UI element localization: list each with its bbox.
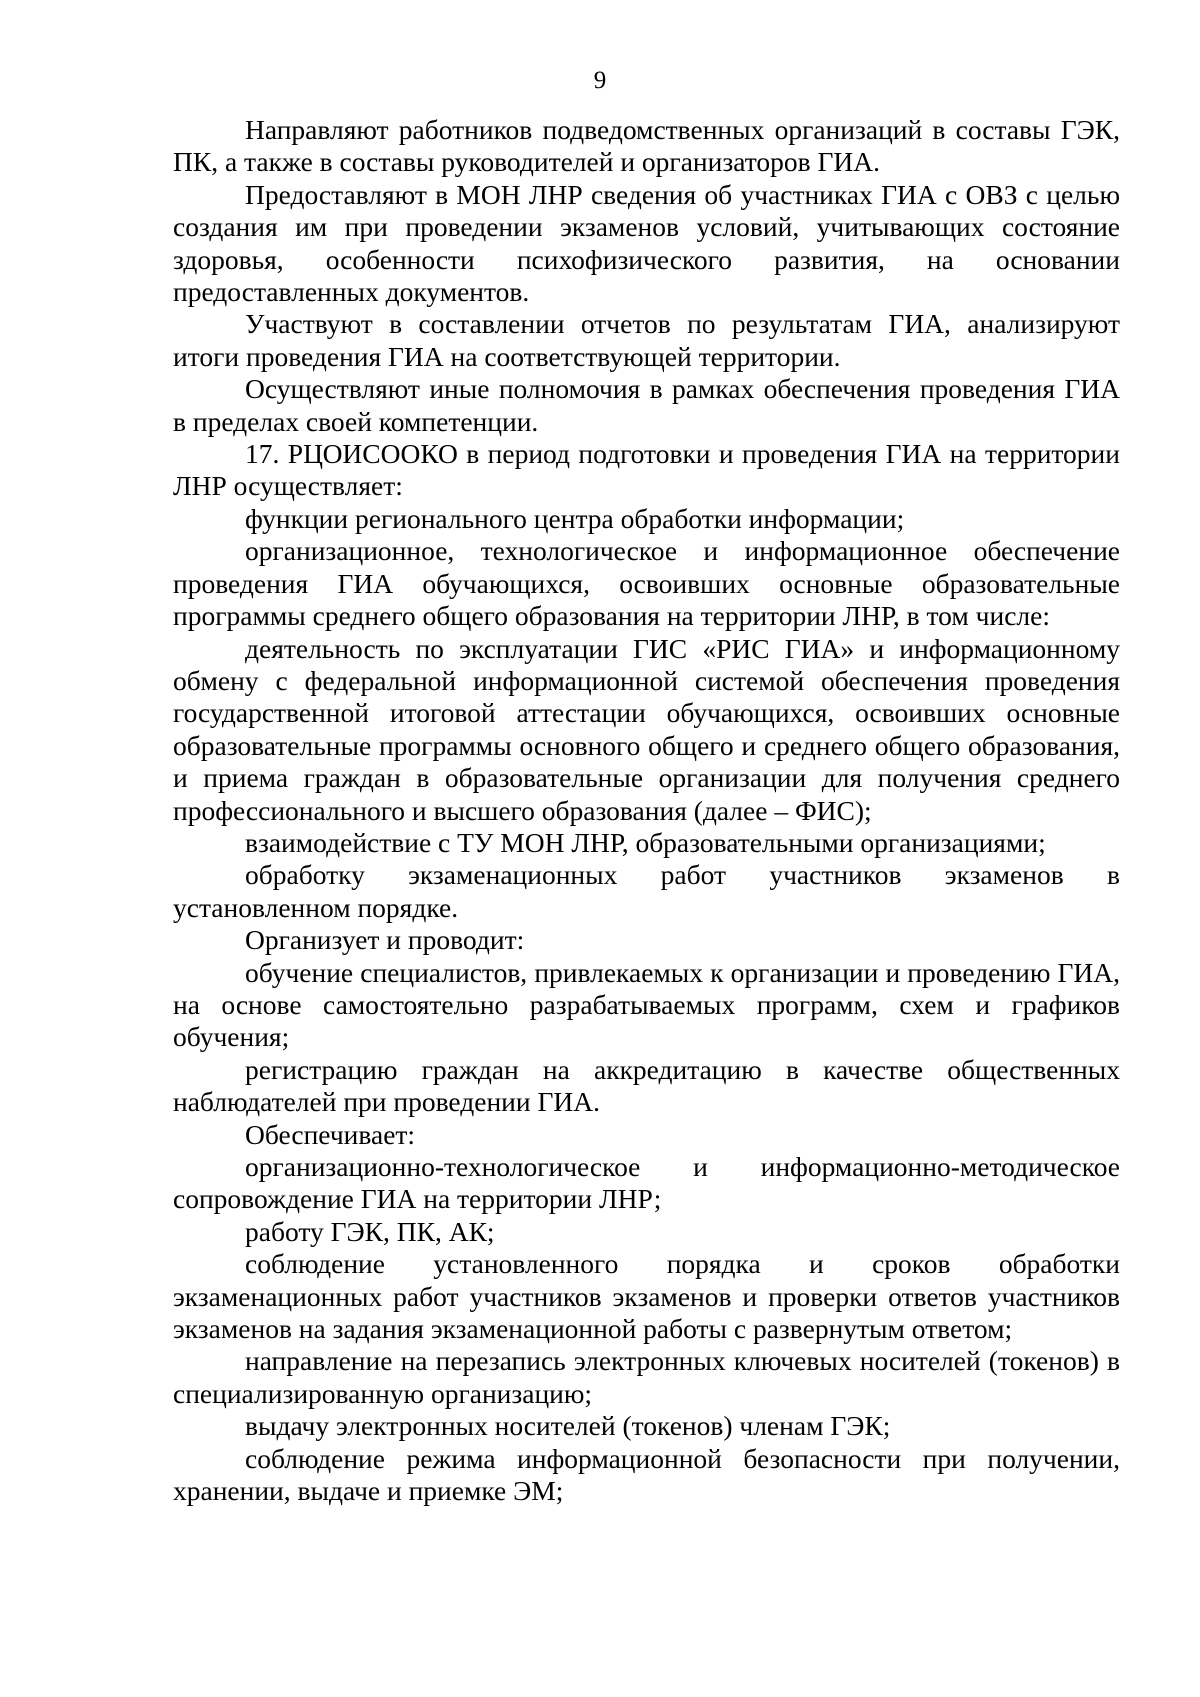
paragraph: деятельность по эксплуатации ГИС «РИС ГИА» и информационному обмену с федеральной информационной системой обеспечения проведения государственной итоговой аттестации обучающихся, освоивших основные образовательные программы основного общего и среднего общего образования, и приема граждан в образовательные организации для получения среднего профессионального и высшего образования (далее – ФИС); <box>173 632 1120 826</box>
paragraph: обработку экзаменационных работ участников экзаменов в установленном порядке. <box>173 859 1120 923</box>
paragraph: Организует и проводит: <box>245 924 525 956</box>
paragraph: Осуществляют иные полномочия в рамках обеспечения проведения ГИА в пределах своей компетенции. <box>173 373 1120 437</box>
page-number: 9 <box>593 67 607 94</box>
paragraph: Обеспечивает: <box>245 1118 416 1150</box>
section-17-paragraph: 17. РЦОИСООКО в период подготовки и проведения ГИА на территории ЛНР осуществляет: <box>173 438 1120 502</box>
paragraph: Участвуют в составлении отчетов по результатам ГИА, анализируют итоги проведения ГИА на соответствующей территории. <box>173 308 1120 372</box>
paragraph: регистрацию граждан на аккредитацию в качестве общественных наблюдателей при проведении ГИА. <box>173 1053 1120 1118</box>
paragraph: организационно-технологическое и информационно-методическое сопровождение ГИА на территории ЛНР; <box>173 1151 1120 1215</box>
document-body <box>173 114 1120 1507</box>
paragraph: работу ГЭК, ПК, АК; <box>245 1215 495 1247</box>
paragraph: соблюдение режима информационной безопасности при получении, хранении, выдаче и приемке ЭМ; <box>173 1442 1120 1507</box>
paragraph: Направляют работников подведомственных организаций в составы ГЭК, ПК, а также в составы руководителей и организаторов ГИА. <box>173 114 1120 178</box>
paragraph: обучение специалистов, привлекаемых к организации и проведению ГИА, на основе самостоятельно разрабатываемых программ, схем и графиков обучения; <box>173 956 1120 1053</box>
paragraph: Предоставляют в МОН ЛНР сведения об участниках ГИА с ОВЗ с целью создания им при проведении экзаменов условий, учитывающих состояние здоровья, особенности психофизического развития, на основании предоставленных документов. <box>173 178 1120 308</box>
paragraph: организационное, технологическое и информационное обеспечение проведения ГИА обучающихся, освоивших основные образовательные программы среднего общего образования на территории ЛНР, в том числе: <box>173 535 1120 632</box>
paragraph: взаимодействие с ТУ МОН ЛНР, образовательными организациями; <box>245 826 1046 858</box>
paragraph: соблюдение установленного порядка и сроков обработки экзаменационных работ участников экзаменов и проверки ответов участников экзаменов на задания экзаменационной работы с развернутым ответом; <box>173 1248 1120 1345</box>
paragraph: направление на перезапись электронных ключевых носителей (токенов) в специализированную организацию; <box>173 1345 1120 1409</box>
paragraph: функции регионального центра обработки информации; <box>245 502 905 534</box>
paragraph: выдачу электронных носителей (токенов) членам ГЭК; <box>245 1410 891 1442</box>
